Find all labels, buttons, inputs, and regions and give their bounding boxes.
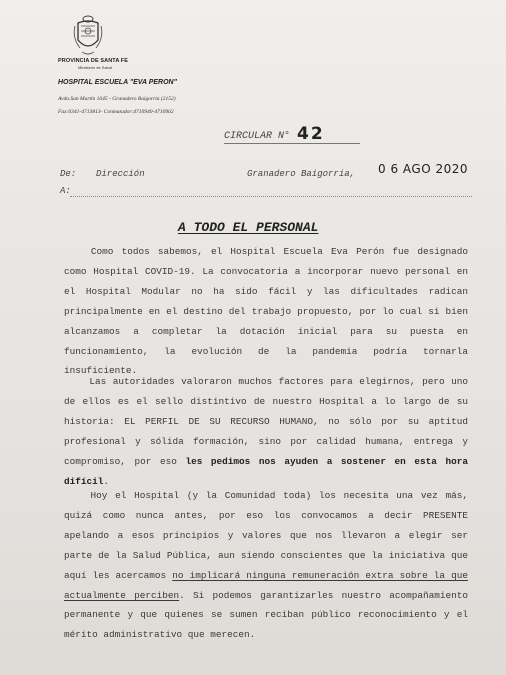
city-name: Granadero Baigorria, bbox=[247, 169, 356, 179]
to-line bbox=[70, 196, 472, 197]
paragraph-2-text: Las autoridades valoraron muchos factores para elegirnos, pero uno de ellos es el sello distintivo de nuestro Hospital a lo largo de su historia: EL PERFIL DE SU RECURSO HUMANO, no sólo por su aptitud profesional y sólida formación, sino por calidad humana, entrega y compromiso, por eso bbox=[64, 376, 468, 467]
paragraph-3-end: . Si podemos garantizarles nuestro acompañamiento permanente y que quienes se sumen reciban público reconocimiento y el mérito administrativo que merecen. bbox=[64, 589, 468, 641]
province-name: PROVINCIA DE SANTA FE bbox=[58, 58, 129, 64]
date-stamp: 0 6 AGO 2020 bbox=[378, 162, 468, 176]
hospital-address: Avda.San Martín 1645 - Granadero Baigorria (2152) bbox=[58, 96, 176, 102]
paragraph-3-underlined: no implicará ninguna remuneración extra sobre la que actualmente perciben bbox=[64, 569, 468, 601]
hospital-phones: Fax:0341-4713813- Conmutador:4710940-4710962 bbox=[58, 109, 174, 115]
circular-label: CIRCULAR N° bbox=[224, 131, 291, 142]
paragraph-2-emphasis: les pedimos nos ayuden a sostener en esta hora difícil bbox=[64, 455, 468, 487]
paragraph-1 bbox=[64, 242, 468, 381]
from-label: De: bbox=[60, 169, 77, 179]
document-heading: A TODO EL PERSONAL bbox=[178, 220, 319, 235]
ministry-name: Ministerio de Salud bbox=[78, 65, 113, 70]
hospital-name: HOSPITAL ESCUELA "EVA PERON" bbox=[58, 79, 177, 86]
from-value: Dirección bbox=[96, 169, 145, 179]
circular-underline bbox=[224, 143, 360, 144]
paragraph-3-text: Hoy el Hospital (y la Comunidad toda) los necesita una vez más, quizá como nunca antes, por eso los convocamos a decir PRESENTE apelando a esos principios y valores que nos llevaron a elegir ser parte de la Salud Pública, aun siendo conscientes que la iniciativa que aquí les acercamos bbox=[64, 490, 469, 581]
paragraph-2 bbox=[64, 372, 468, 491]
paragraph-1-text: Como todos sabemos, el Hospital Escuela Eva Perón fue designado como Hospital COVID-19. La convocatoria a incorporar nuevo personal en el Hospital Modular no ha sido fácil y las dificultades radican principalmente en el destino del trabajo propuesto, por lo cual si bien alcanzamos a completar la dotación inicial para su puesta en funcionamiento, la evolución de la pandemia podría tornarla insuficiente. bbox=[64, 246, 468, 377]
paragraph-3 bbox=[64, 486, 468, 645]
to-label: A: bbox=[60, 186, 71, 196]
circular-number: 42 bbox=[297, 124, 325, 144]
paragraph-2-end: . bbox=[103, 475, 110, 487]
coat-of-arms-icon bbox=[72, 14, 104, 58]
